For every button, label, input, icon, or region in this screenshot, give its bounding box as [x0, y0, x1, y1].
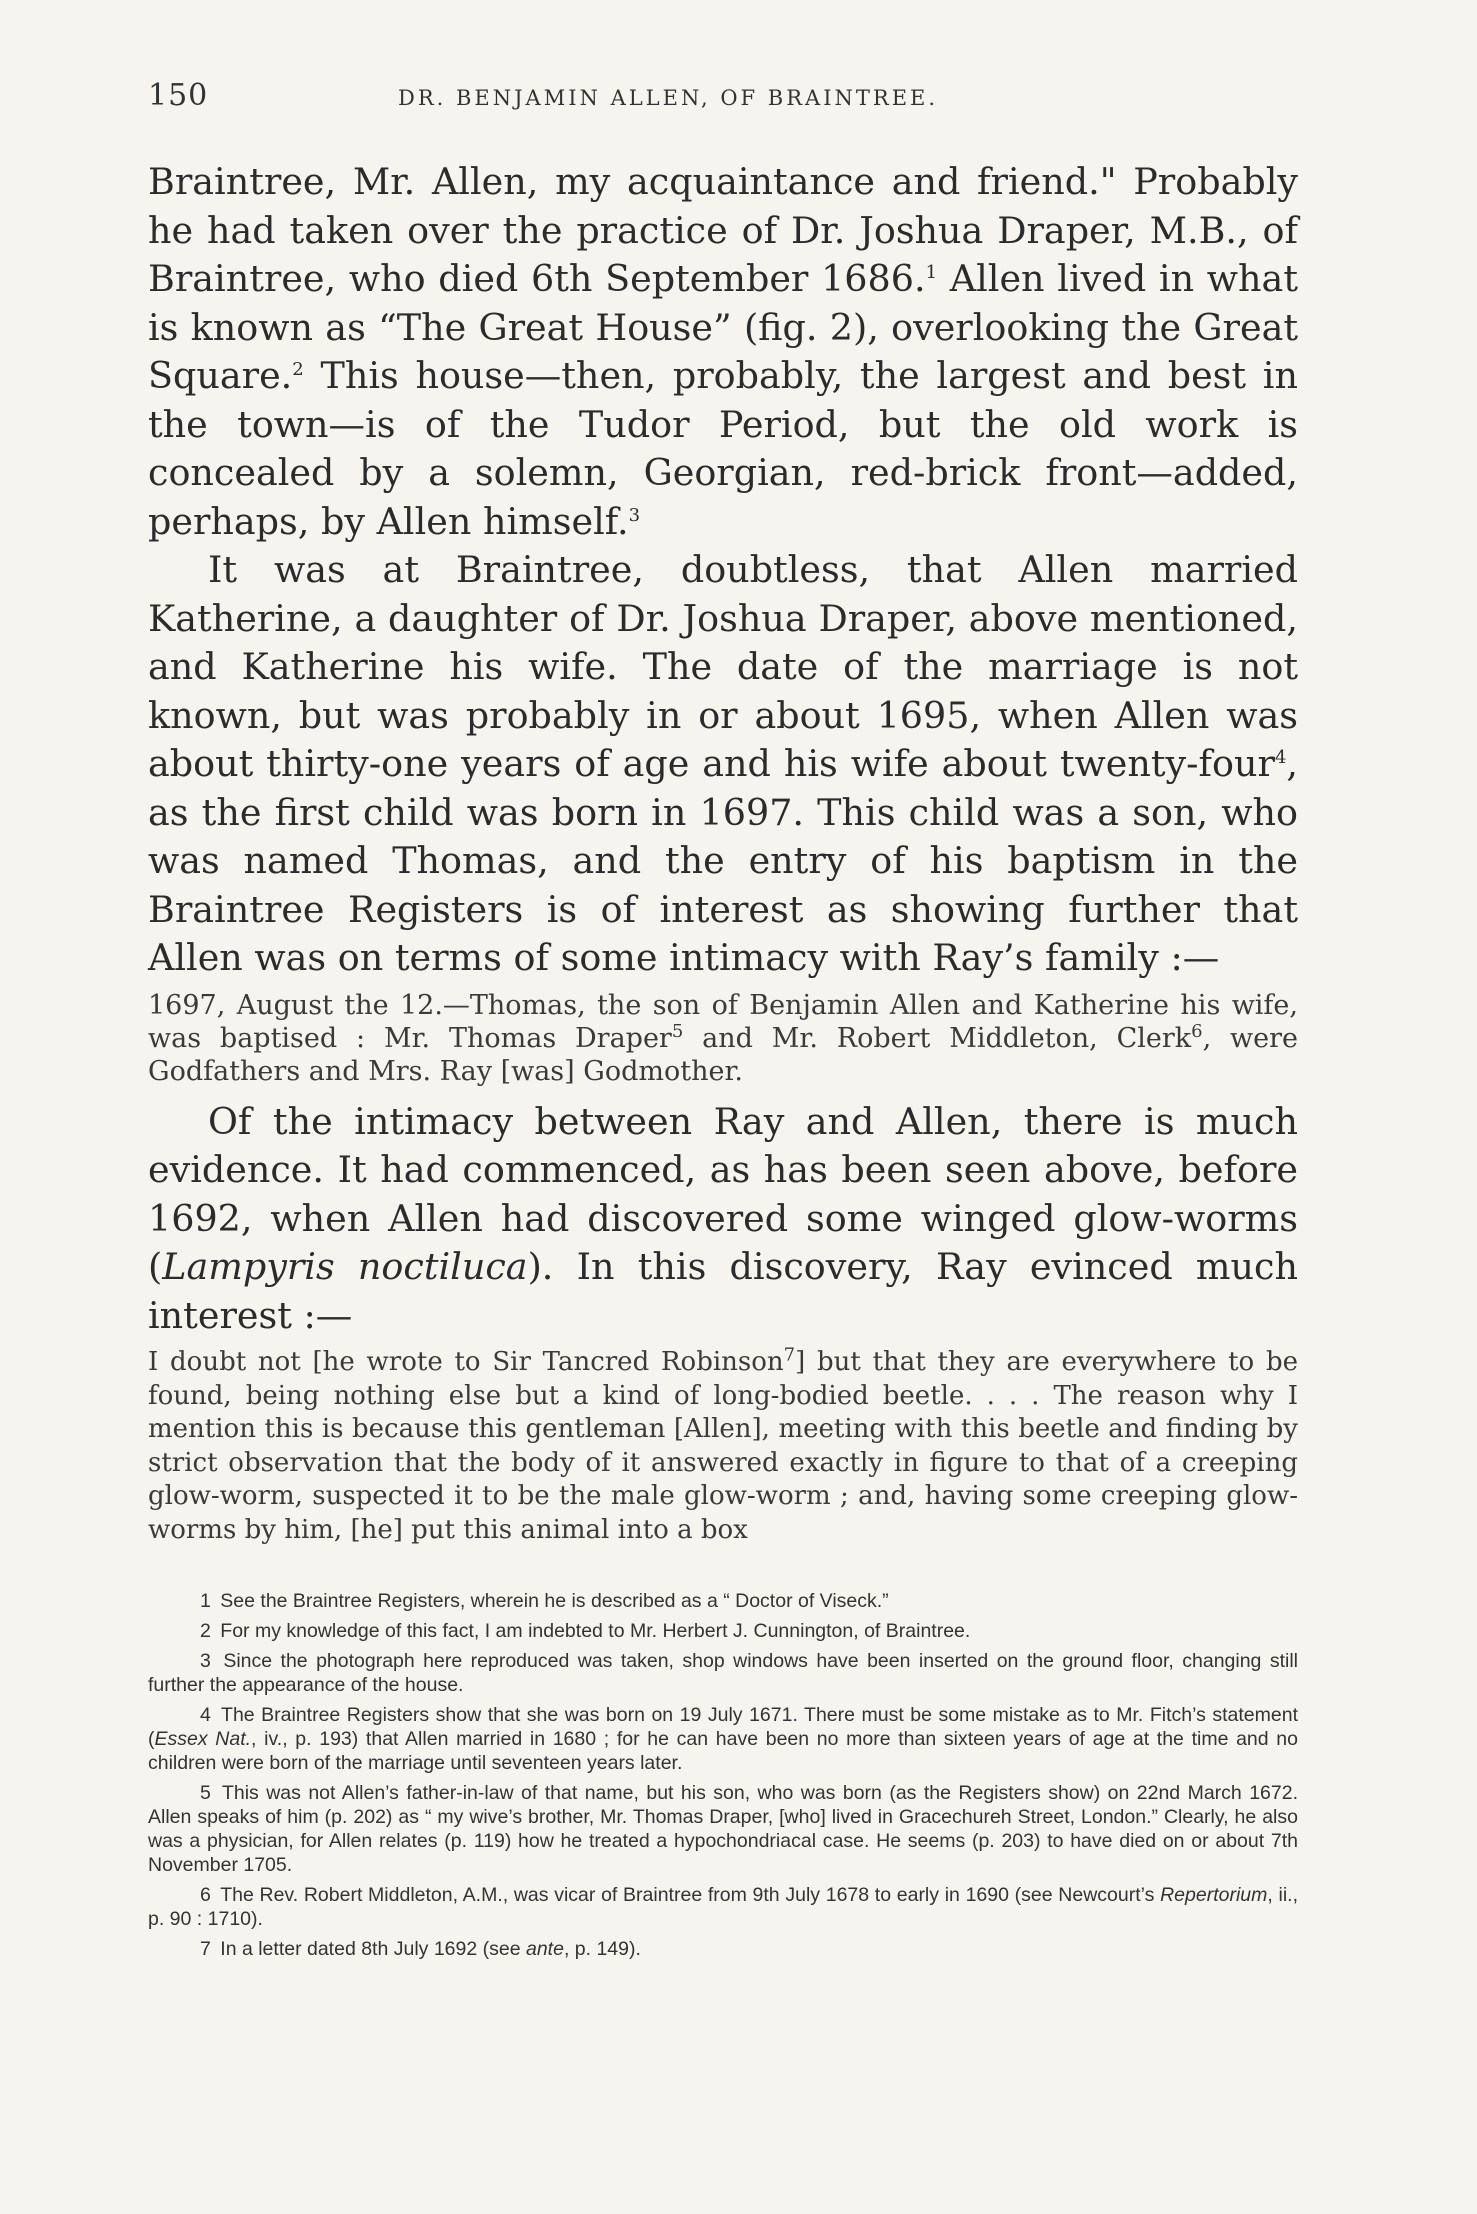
- footnote-number: 4: [200, 1704, 211, 1726]
- footnote-marker: 5: [671, 1020, 684, 1042]
- text-run: For my knowledge of this fact, I am indebted to Mr. Herbert J. Cunnington, of Braintree.: [220, 1620, 971, 1642]
- footnotes: [148, 1589, 1298, 1961]
- footnote-marker: 7: [783, 1344, 796, 1366]
- text-run: , ii., p. 90 : 1710).: [148, 1884, 1298, 1930]
- text-run: 1697, August the 12.—Thomas, the son of Benjamin Allen and Katherine his wife, was baptised : Mr. Thomas Draper: [148, 989, 1298, 1054]
- text-run: This was not Allen’s father-in-law of that name, but his son, who was born (as the Registers show) on 22nd March 1672. Allen speaks of him (p. 202) as “ my wive’s brother, Mr. Thomas Draper, [who] lived in Gracechureh Street, London.” Clearly, he also was a physician, for Allen relates (p. 119) how he treated a hypochondriacal case. He seems (p. 203) to have died on or about 7th November 1705.: [148, 1782, 1298, 1876]
- text-run: , were Godfathers and Mrs. Ray [was] Godmother.: [148, 1022, 1298, 1087]
- footnote-marker: 3: [628, 504, 641, 526]
- footnote-marker: 1: [925, 261, 938, 283]
- footnote-number: 1: [200, 1590, 211, 1612]
- footnote-6: [148, 1883, 1298, 1931]
- text-run: ] but that they are everywhere to be found, being nothing else but a kind of long-bodied beetle. . . . The reason why I mention this is because this gentleman [Allen], meeting with this beetle and finding by strict observation that the body of it answered exactly in figure to that of a creeping glow-worm, suspected it to be the male glow-worm ; and, having some creeping glow-worms by him, [he] put this animal into a box: [148, 1347, 1298, 1545]
- footnote-marker: 6: [1191, 1020, 1203, 1042]
- text-run: Of the intimacy between Ray and Allen, there is much evidence. It had commenced, as has been seen above, before 1692, when Allen had discovered some winged glow-worms (: [148, 1099, 1298, 1288]
- footnote-4: [148, 1703, 1298, 1775]
- body-paragraph-2: [148, 546, 1298, 983]
- text-run: , iv., p. 193) that Allen married in 1680 ; for he can have been no more than sixteen years of age at the time and no children were born of the marriage until seventeen years later.: [148, 1728, 1298, 1774]
- italic-text: Essex Nat.: [154, 1728, 252, 1750]
- footnote-2: [148, 1619, 1298, 1643]
- text-run: Allen lived in what is known as “The Great House” (fig. 2), overlooking the Great Square.: [148, 257, 1298, 397]
- footnote-1: [148, 1589, 1298, 1613]
- text-run: See the Braintree Registers, wherein he is described as a “ Doctor of Viseck.”: [220, 1590, 889, 1612]
- footnote-5: [148, 1781, 1298, 1877]
- quoted-letter: [148, 1346, 1298, 1547]
- text-run: ). In this discovery, Ray evinced much interest :—: [148, 1245, 1298, 1337]
- footnote-number: 7: [200, 1938, 211, 1960]
- text-run: I doubt not [he wrote to Sir Tancred Robinson: [148, 1347, 784, 1377]
- footnote-number: 6: [200, 1884, 211, 1906]
- italic-text: Repertorium: [1160, 1884, 1268, 1906]
- footnote-number: 3: [200, 1650, 211, 1672]
- running-head: DR. BENJAMIN ALLEN, OF BRAINTREE.: [398, 86, 939, 110]
- text-run: and Mr. Robert Middleton, Clerk: [683, 1022, 1192, 1054]
- text-run: , as the first child was born in 1697. This child was a son, who was named Thomas, and the entry of his baptism in the Braintree Registers is of interest as showing further that Allen was on terms of some intimacy with Ray’s family :—: [148, 742, 1298, 979]
- page-number: 150: [148, 78, 209, 113]
- body-paragraph-1: [148, 158, 1298, 546]
- book-page: [148, 78, 1298, 1967]
- footnote-number: 2: [200, 1620, 211, 1642]
- text-run: The Braintree Registers show that she was born on 19 July 1671. There must be some mistake as to Mr. Fitch’s statement (: [148, 1704, 1298, 1750]
- footnote-number: 5: [200, 1782, 211, 1804]
- quoted-register-entry: [148, 989, 1298, 1088]
- text-run: , p. 149).: [563, 1938, 641, 1960]
- body-paragraph-3: [148, 1098, 1298, 1341]
- text-run: Braintree, Mr. Allen, my acquaintance and friend." Probably he had taken over the practice of Dr. Joshua Draper, M.B., of Braintree, who died 6th September 1686.: [148, 160, 1298, 300]
- text-run: In a letter dated 8th July 1692 (see: [220, 1938, 526, 1960]
- footnote-marker: 2: [292, 358, 304, 380]
- italic-text: Lampyris noctiluca: [162, 1245, 528, 1288]
- text-run: It was at Braintree, doubtless, that Allen married Katherine, a daughter of Dr. Joshua Draper, above mentioned, and Katherine his wife. The date of the marriage is not known, but was probably in or about 1695, when Allen was about thirty-one years of age and his wife about twenty-four: [148, 548, 1298, 785]
- italic-text: ante: [525, 1938, 564, 1960]
- footnote-marker: 4: [1274, 746, 1287, 768]
- text-run: This house—then, probably, the largest and best in the town—is of the Tudor Period, but the old work is concealed by a solemn, Georgian, red-brick front—added, perhaps, by Allen himself.: [148, 354, 1298, 543]
- page-header: [148, 78, 1298, 118]
- footnote-3: [148, 1649, 1298, 1697]
- text-run: The Rev. Robert Middleton, A.M., was vicar of Braintree from 9th July 1678 to early in 1690 (see Newcourt’s: [220, 1884, 1161, 1906]
- footnote-7: [148, 1937, 1298, 1961]
- text-run: Since the photograph here reproduced was taken, shop windows have been inserted on the ground floor, changing still further the appearance of the house.: [148, 1650, 1299, 1696]
